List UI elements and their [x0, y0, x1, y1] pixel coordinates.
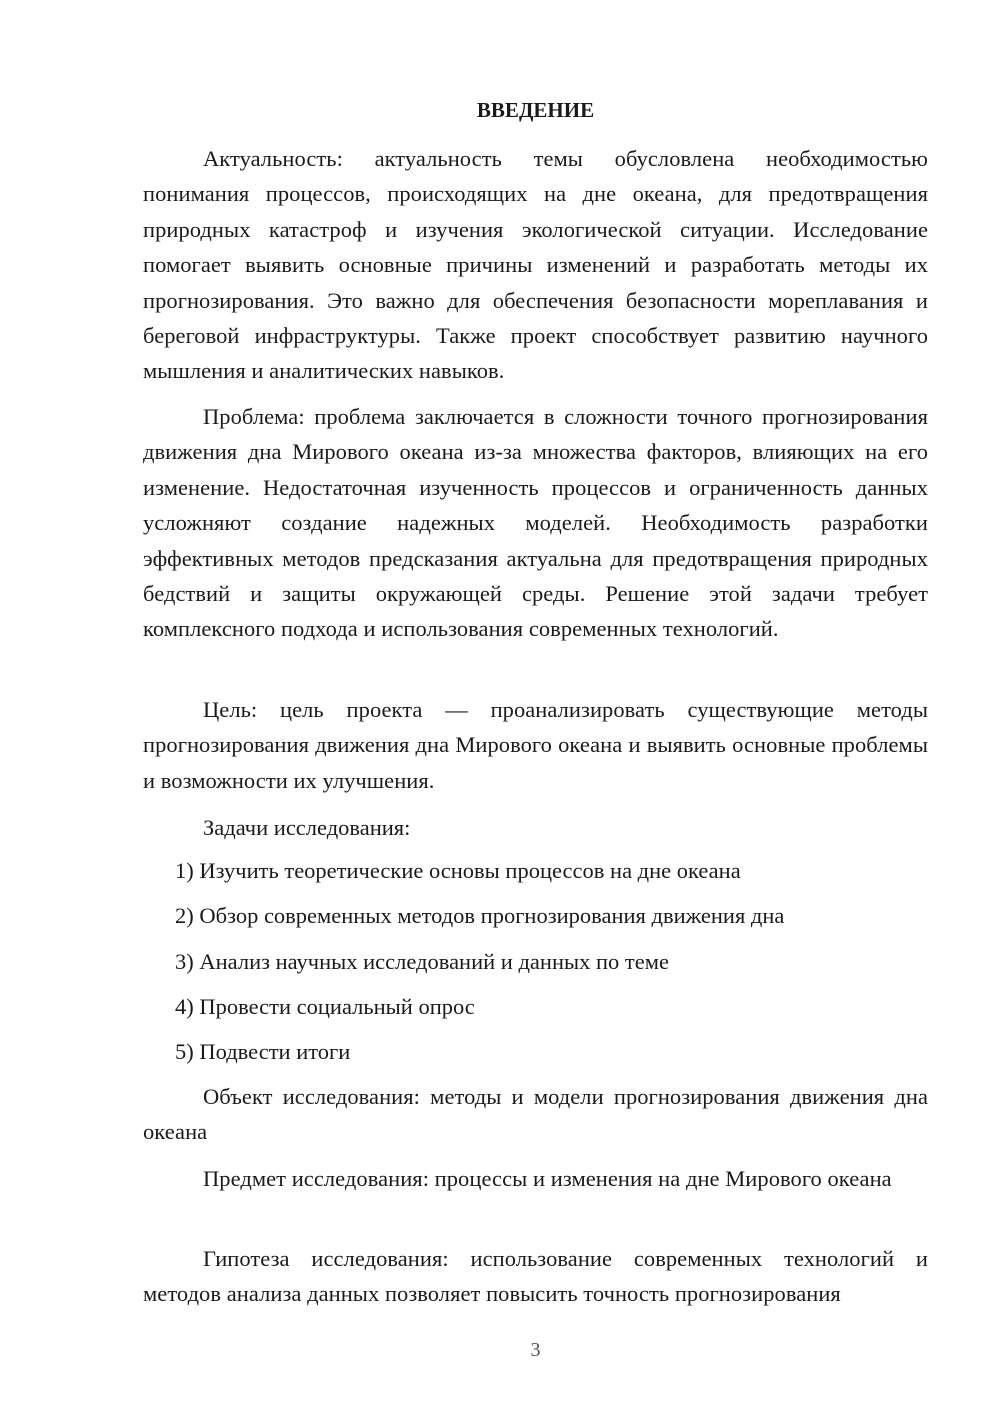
page-number: 3 [530, 1339, 541, 1361]
task-item: 1) Изучить теоретические основы процессов на дне океана [175, 858, 741, 883]
object-paragraph: Объект исследования: методы и модели прогнозирования движения дна океана [143, 1084, 928, 1145]
page-title: ВВЕДЕНИЕ [476, 98, 595, 122]
document-page [143, 0, 928, 1414]
task-item: 5) Подвести итоги [175, 1039, 351, 1064]
tasks-heading: Задачи исследования: [203, 815, 411, 840]
task-item: 2) Обзор современных методов прогнозирования движения дна [175, 903, 785, 928]
goal-paragraph: Цель: цель проекта — проанализировать существующие методы прогнозирования движения дна Мирового океана и выявить основные проблемы и возможности их улучшения. [143, 697, 928, 793]
problem-paragraph: Проблема: проблема заключается в сложности точного прогнозирования движения дна Мирового океана из-за множества факторов, влияющих на его изменение. Недостаточная изученность процессов и ограниченность данных усложняют создание надежных моделей. Необходимость разработки эффективных методов предсказания актуальна для предотвращения природных бедствий и защиты окружающей среды. Решение этой задачи требует комплексного подхода и использования современных технологий. [143, 404, 928, 642]
task-item: 3) Анализ научных исследований и данных по теме [175, 949, 669, 974]
subject-paragraph: Предмет исследования: процессы и изменения на дне Мирового океана [203, 1166, 892, 1191]
hypothesis-paragraph: Гипотеза исследования: использование современных технологий и методов анализа данных позволяет повысить точность прогнозирования [143, 1246, 928, 1307]
task-item: 4) Провести социальный опрос [175, 994, 475, 1019]
relevance-paragraph: Актуальность: актуальность темы обусловлена необходимостью понимания процессов, происходящих на дне океана, для предотвращения природных катастроф и изучения экологической ситуации. Исследование помогает выявить основные причины изменений и разработать методы их прогнозирования. Это важно для обеспечения безопасности мореплавания и береговой инфраструктуры. Также проект способствует развитию научного мышления и аналитических навыков. [143, 146, 928, 384]
